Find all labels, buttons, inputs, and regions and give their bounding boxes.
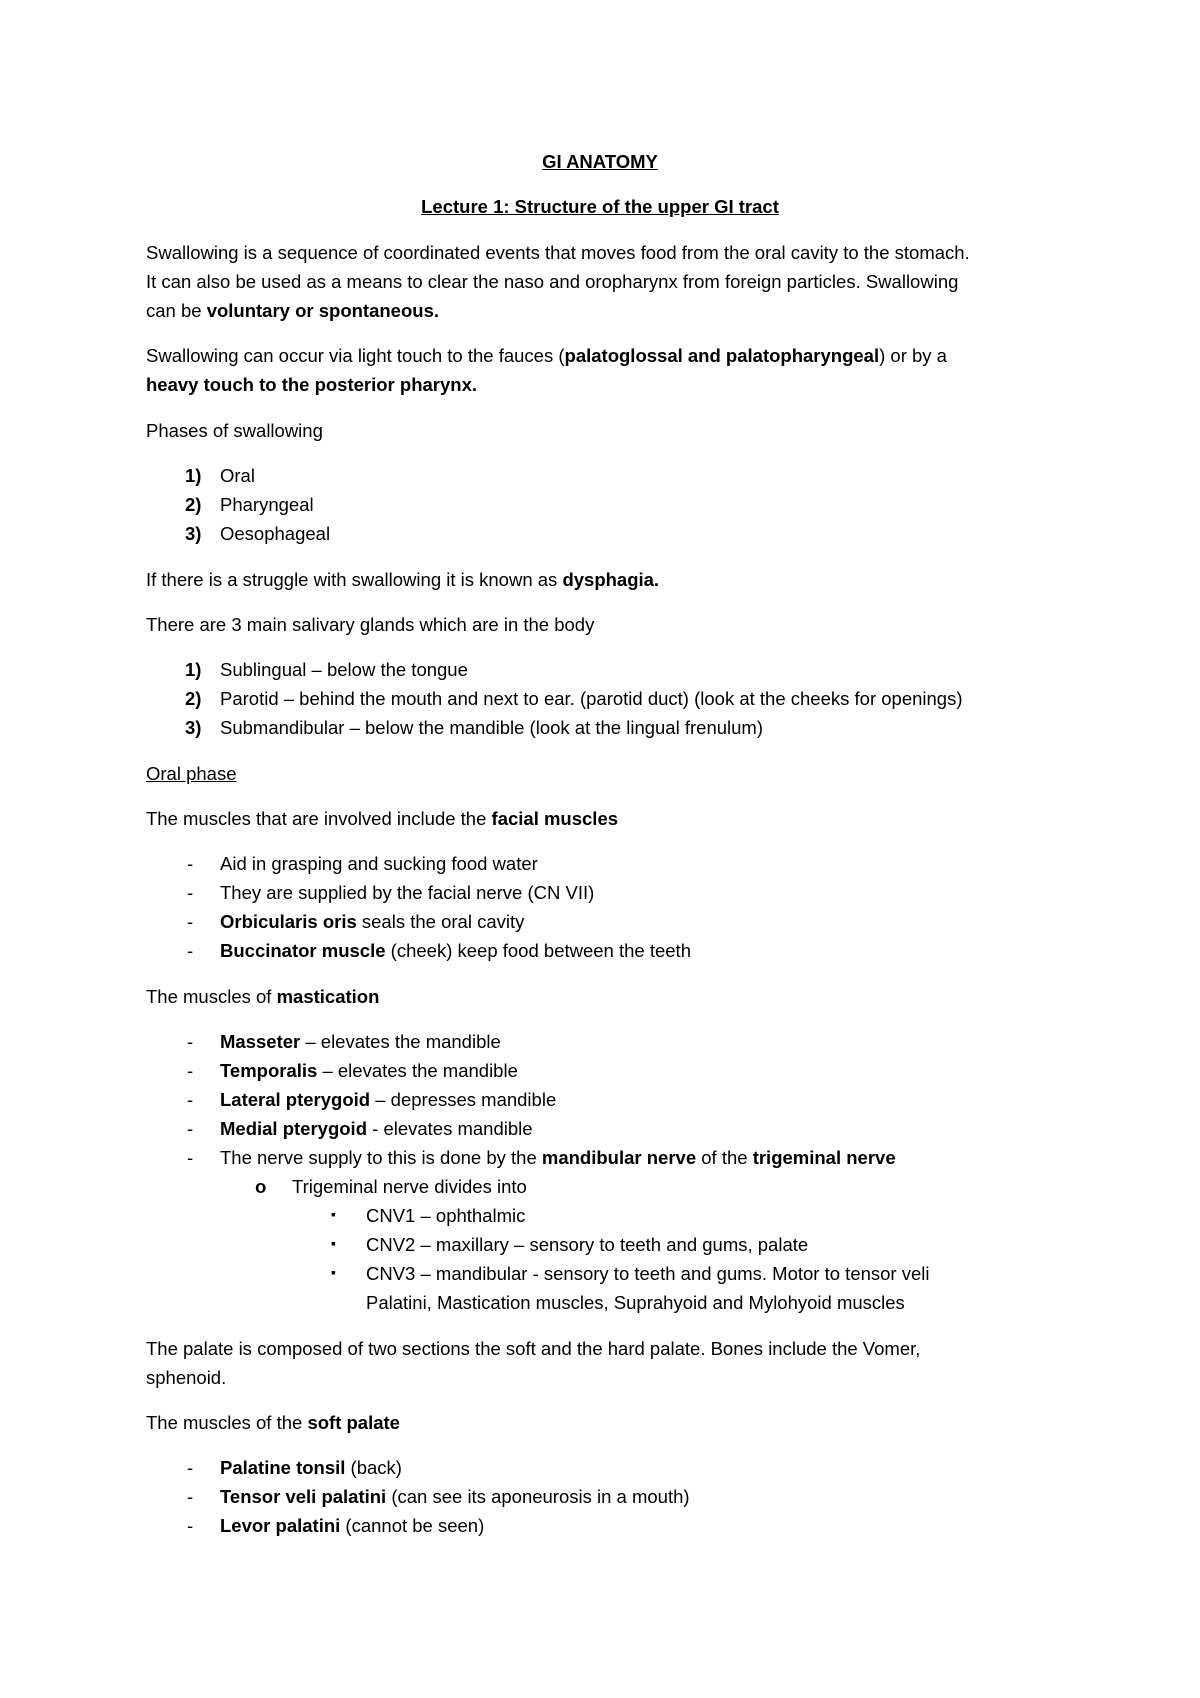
list-item: Tensor veli palatini (can see its aponeurosis in a mouth) (220, 1486, 690, 1507)
intro-line-3: can be voluntary or spontaneous. (146, 300, 439, 321)
document-title: GI ANATOMY (542, 151, 658, 172)
list-item: They are supplied by the facial nerve (CN VII) (220, 882, 595, 903)
list-item: CNV1 – ophthalmic (366, 1205, 526, 1226)
list-item: Palatine tonsil (back) (220, 1457, 402, 1478)
palate-line-2: sphenoid. (146, 1367, 227, 1388)
list-dash: - (187, 1147, 194, 1168)
list-item: Medial pterygoid - elevates mandible (220, 1118, 533, 1139)
list-dash: - (187, 882, 194, 903)
list-item: Buccinator muscle (cheek) keep food between the teeth (220, 940, 691, 961)
facial-muscles-line: The muscles that are involved include the facial muscles (146, 808, 619, 829)
list-item: Levor palatini (cannot be seen) (220, 1515, 485, 1536)
list-item: Masseter – elevates the mandible (220, 1031, 501, 1052)
list-dash: - (187, 853, 194, 874)
list-dash: - (187, 940, 194, 961)
glands-heading: There are 3 main salivary glands which are in the body (146, 614, 595, 635)
list-number: 3) (185, 523, 202, 544)
list-dash: - (187, 1089, 194, 1110)
list-item: CNV2 – maxillary – sensory to teeth and gums, palate (366, 1234, 809, 1255)
list-item: Parotid – behind the mouth and next to ear. (parotid duct) (look at the cheeks for openings) (220, 688, 963, 709)
list-number: 1) (185, 465, 202, 486)
list-dash: - (187, 1118, 194, 1139)
lecture-title: Lecture 1: Structure of the upper GI tract (421, 196, 779, 217)
sublist-bullet: ▪ (331, 1206, 336, 1222)
mastication-line: The muscles of mastication (146, 986, 380, 1007)
intro-line-2: It can also be used as a means to clear the naso and oropharynx from foreign particles. Swallowing (146, 271, 959, 292)
list-dash: - (187, 1457, 194, 1478)
list-item: Submandibular – below the mandible (look at the lingual frenulum) (220, 717, 763, 738)
list-item: Temporalis – elevates the mandible (220, 1060, 518, 1081)
list-item: CNV3 – mandibular - sensory to teeth and gums. Motor to tensor veli (366, 1263, 930, 1284)
list-number: 2) (185, 494, 202, 515)
list-item: Aid in grasping and sucking food water (220, 853, 538, 874)
list-dash: - (187, 1486, 194, 1507)
list-number: 3) (185, 717, 202, 738)
sublist-bullet: ▪ (331, 1264, 336, 1280)
touch-line-2: heavy touch to the posterior pharynx. (146, 374, 478, 395)
list-item: Pharyngeal (220, 494, 314, 515)
list-item: Oesophageal (220, 523, 331, 544)
list-number: 2) (185, 688, 202, 709)
list-dash: - (187, 1060, 194, 1081)
sublist-marker: o (255, 1176, 267, 1197)
oral-phase-heading: Oral phase (146, 763, 237, 784)
intro-line-1: Swallowing is a sequence of coordinated events that moves food from the oral cavity to the stomach. (146, 242, 970, 263)
palate-line-1: The palate is composed of two sections the soft and the hard palate. Bones include the Vomer, (146, 1338, 921, 1359)
sublist-bullet: ▪ (331, 1235, 336, 1251)
list-item: The nerve supply to this is done by the mandibular nerve of the trigeminal nerve (220, 1147, 896, 1168)
list-item: Lateral pterygoid – depresses mandible (220, 1089, 557, 1110)
list-item: Sublingual – below the tongue (220, 659, 468, 680)
touch-line-1: Swallowing can occur via light touch to the fauces (palatoglossal and palatopharyngeal) or by a (146, 345, 947, 366)
list-dash: - (187, 911, 194, 932)
list-dash: - (187, 1515, 194, 1536)
list-item-continuation: Palatini, Mastication muscles, Suprahyoid and Mylohyoid muscles (366, 1292, 905, 1313)
soft-palate-line: The muscles of the soft palate (146, 1412, 400, 1433)
phases-heading: Phases of swallowing (146, 420, 323, 441)
list-item: Oral (220, 465, 255, 486)
list-number: 1) (185, 659, 202, 680)
dysphagia-line: If there is a struggle with swallowing it is known as dysphagia. (146, 569, 660, 590)
list-item: Orbicularis oris seals the oral cavity (220, 911, 525, 932)
list-item: Trigeminal nerve divides into (292, 1176, 527, 1197)
list-dash: - (187, 1031, 194, 1052)
